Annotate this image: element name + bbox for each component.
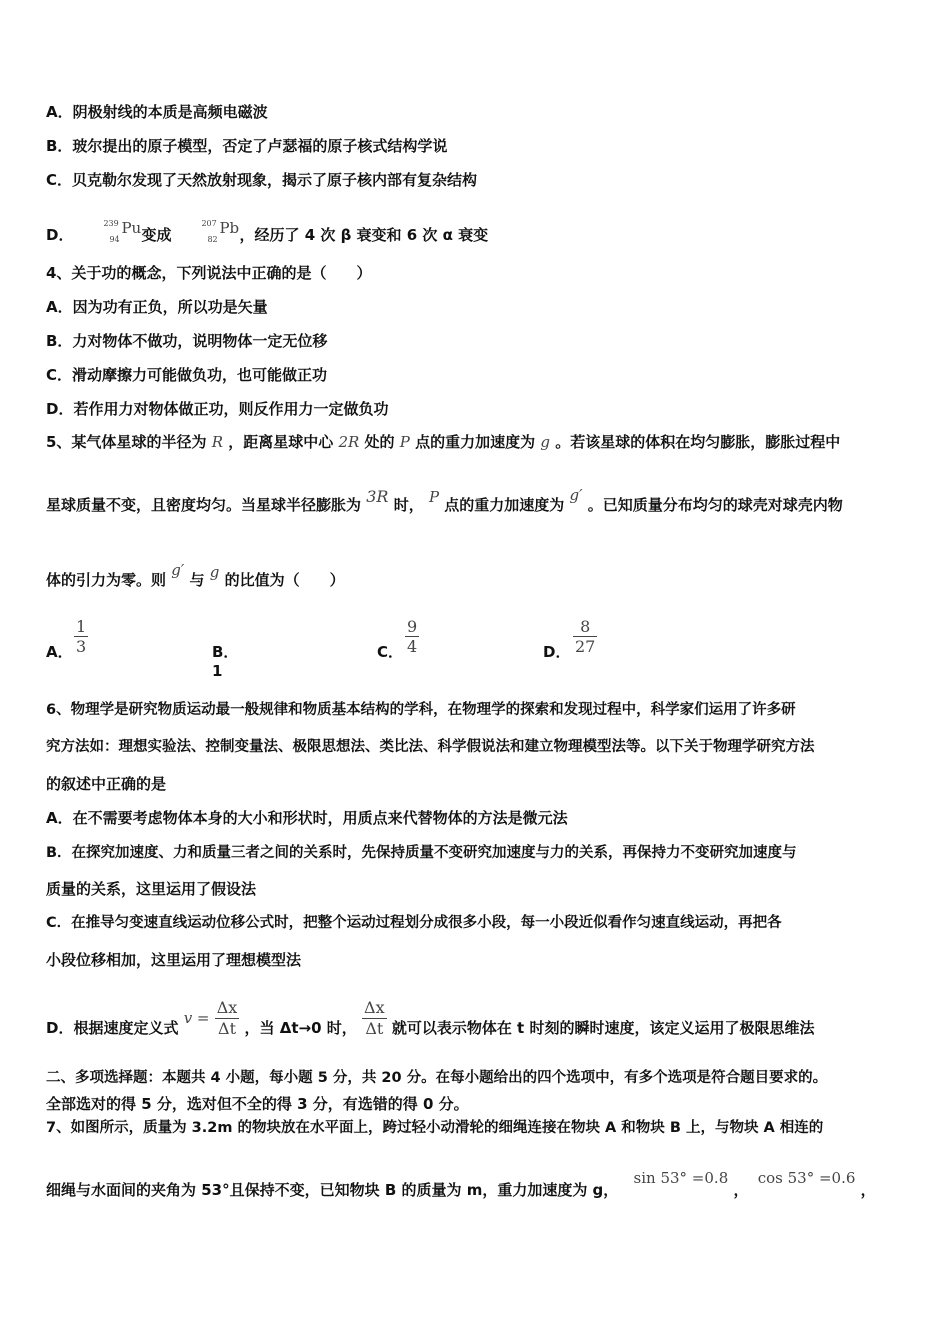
fraction-denominator: 4 [407,637,418,656]
q5-text-10: 体的引力为零。则 [46,571,167,589]
q5-text-2: ，距离星球中心 [228,433,334,451]
q6-d-text-3: 就可以表示物体在 t 时刻的瞬时速度，该定义运用了极限思维法 [391,1019,815,1037]
sine-value: sin 53° =0.8 [633,1169,729,1187]
q5-option-c-fraction [405,617,419,656]
q7-separator: ， [733,1181,749,1199]
gravity-g-symbol-2: g [209,563,220,581]
fraction-numerator: 8 [580,617,591,636]
q5-text-6: 星球质量不变，且密度均匀。当星球半径膨胀为 [46,496,362,514]
q7-line-2 [46,1169,876,1200]
fraction-denominator: 27 [575,637,596,656]
section-2-heading-line-2: 全部选对的得 5 分，选对但不全的得 3 分，有选错的得 0 分。 [46,1095,469,1113]
point-p-symbol: P [399,433,410,451]
q6-d-text-1: D．根据速度定义式 [46,1019,179,1037]
q5-text-5: 。若该星球的体积在均匀膨胀，膨胀过程中 [555,433,841,451]
fraction-numerator: 9 [407,617,418,636]
q3-option-b: B．玻尔提出的原子模型，否定了卢瑟福的原子核式结构学说 [46,137,448,155]
fraction-denominator: Δt [215,1018,240,1039]
fraction-denominator: 3 [76,637,87,656]
velocity-symbol: v = [183,1009,210,1027]
two-radius-symbol: 2R [338,433,360,451]
q5-text-12: 的比值为（ ） [224,571,345,589]
fraction-denominator: Δt [362,1018,387,1039]
q5-text-9: 。已知质量分布均匀的球壳对球壳内物 [587,496,843,514]
q5-line-3 [46,561,345,590]
q5-text-4: 点的重力加速度为 [415,433,536,451]
q5-option-d-fraction [573,617,597,656]
q6-option-c-line-1: C．在推导匀变速直线运动位移公式时，把整个运动过程划分成很多小段，每一小段近似看作匀速直线运动，再把各 [46,915,782,931]
q6-option-a: A．在不需要考虑物体本身的大小和形状时，用质点来代替物体的方法是微元法 [46,809,568,827]
cosine-value: cos 53° =0.6 [757,1169,856,1187]
q6-option-b-line-1: B．在探究加速度、力和质量三者之间的关系时，先保持质量不变研究加速度与力的关系，再保持力不变研究加速度与 [46,845,797,861]
pb-symbol: Pb [219,219,240,237]
q5-text-1: 5、某气体星球的半径为 [46,433,207,451]
q5-option-b-text: B．1 [212,643,239,680]
q4-option-a: A．因为功有正负，所以功是矢量 [46,298,268,316]
pb-mass-number: 207 [201,219,217,228]
q3-option-a: A．阴极射线的本质是高频电磁波 [46,103,268,121]
pb-atomic-number: 82 [207,235,218,244]
q5-line-2 [46,486,843,515]
point-p-symbol-2: P [428,488,440,506]
velocity-fraction [215,998,240,1039]
q7-end: ， [860,1181,876,1199]
q4-option-d: D．若作用力对物体做正功，则反作用力一定做负功 [46,400,389,418]
section-2-heading-line-1: 二、多项选择题：本题共 4 小题，每小题 5 分，共 20 分。在每小题给出的四个选项中，有多个选项是符合题目要求的。 [46,1070,828,1086]
three-radius-symbol: 3R [366,487,389,506]
q4-option-b: B．力对物体不做功，说明物体一定无位移 [46,332,328,350]
q5-text-8: 点的重力加速度为 [444,496,565,514]
q5-option-a-fraction [74,617,88,656]
q6-line-3: 的叙述中正确的是 [46,775,167,793]
pu-atomic-number: 94 [109,235,120,244]
lead-nuclide [171,216,240,246]
radius-symbol: R [211,433,223,451]
q7-text-2: 细绳与水面间的夹角为 53°且保持不变，已知物块 B 的质量为 m，重力加速度为 g， [46,1181,619,1199]
q4-option-c: C．滑动摩擦力可能做负功，也可能做正功 [46,366,328,384]
pu-symbol: Pu [121,219,142,237]
q6-option-b-line-2: 质量的关系，这里运用了假设法 [46,880,257,898]
q5-text-11: 与 [189,571,205,589]
gravity-g-prime-symbol-2: g′ [171,561,185,579]
q6-line-2: 究方法如：理想实验法、控制变量法、极限思想法、类比法、科学假说法和建立物理模型法等。以下关于物理学研究方法 [46,739,815,755]
fraction-numerator: 1 [76,617,87,636]
q4-stem: 4、关于功的概念，下列说法中正确的是（ ） [46,264,372,282]
gravity-g-symbol: g [540,433,550,451]
q6-d-text-2: ，当 Δt→0 时， [244,1019,357,1037]
q3-d-label: D． [46,226,74,244]
q3-d-tail: ，经历了 4 次 β 衰变和 6 次 α 衰变 [239,226,489,244]
q5-option-a-label: A． [46,643,73,661]
gravity-g-prime-symbol: g′ [569,486,583,504]
q5-option-d-label: D． [543,643,571,661]
q5-text-3: 处的 [364,433,395,451]
q5-option-c-label: C． [377,643,404,661]
q6-line-1: 6、物理学是研究物质运动最一般规律和物质基本结构的学科，在物理学的探索和发现过程中，科学家们运用了许多研 [46,702,796,718]
plutonium-nuclide [73,216,142,246]
pu-mass-number: 239 [103,219,119,228]
q3-d-mid: 变成 [141,226,172,244]
ratio-fraction [362,998,387,1039]
q5-text-7: 时， [393,496,424,514]
q6-option-c-line-2: 小段位移相加，这里运用了理想模型法 [46,951,302,969]
q7-line-1: 7、如图所示，质量为 3.2m 的物块放在水平面上，跨过轻小动滑轮的细绳连接在物块 A 和物块 B 上，与物块 A 相连的 [46,1120,824,1136]
fraction-numerator: Δx [216,998,238,1017]
fraction-numerator: Δx [364,998,385,1017]
q3-option-d [46,216,488,246]
q5-line-1 [46,432,840,452]
q3-option-c: C．贝克勒尔发现了天然放射现象，揭示了原子核内部有复杂结构 [46,171,478,189]
